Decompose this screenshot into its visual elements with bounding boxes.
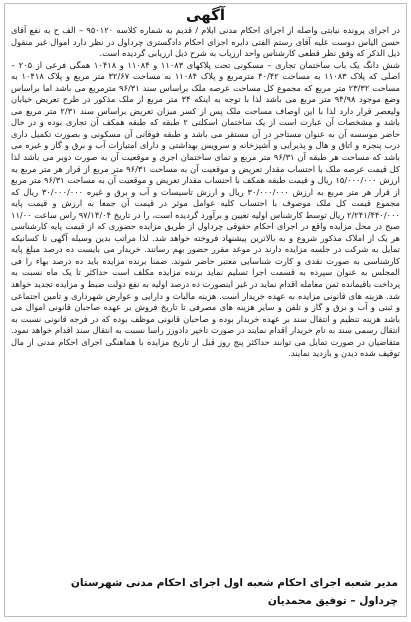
notice-paragraph-details: شش دانگ یک باب ساختمان تجاری – مسکونی تحت پلاکهای ۱۱۰۸۳ و ۱۱۰۸۴ و ۱۰۴۱۸ همگی فرعی از ۲۰۵ – اصلی که پلاک ۱۱۰۸۳ به مساحت ۴۰/۴۲ مترمربع و پلاک ۱۱۰۸۴ به مساحت ۳۲/۶۷ متر مربع و پلاک ۱۰۴۱۸ به مساحت ۲۳/۳۲ متر مربع که مجموع کل مساحت عرصه ملک براساس سند ۹۶/۳۱ مترمربع می باشد اما براساس وضع موجود ۹۴/۹۸ متر مربع می باشد لذا با توجه به اینکه ۳۴ متر مربع از ملک مذکور در طرح تعریض خیابان ولیعصر قرار دارد لذا با این اوصاف مساحت ملک پس از کسر میزان تعریض براساس سند ۲/۳۱ متر مربع می باشد و مشخصات آن عبارت است از یک ساختمان اسکلتی ۲ طبقه که طبقه همکف آن تجاری بوده و در حال حاضر موسسه آن به عنوان مستاجر در آن مستقر می باشد و طبقه فوقانی آن مسکونی و بصورت تکمیل داری درب پنجره و اتاق و هال و پذیرایی و آشپزخانه و سرویس بهداشتی و دارای امتیازات آب و برق و گاز و غیره می باشد که مساحت هر طبقه آن ۹۶/۳۱ متر مربع و تمای ساختمان اجری و موقعیت آن به صورت دوبر می باشد لذا کل قیمت عرصه ملک با احتساب مقدار تعریض و موقعیت آن به مساحت ۹۶/۳۱ متر مربع از قرار هر متر مربع به ارزش ۱۵/۰۰۰/۰۰۰ ریال و قیمت طبقه همکف با احتساب مقدار تعریض و موقعیت آن به مساحت ۹۶/۳۱ متر مربع از قرار هر متر مربع به ارزش ۳۰/۰۰۰/۰۰۰ ریال و ارزش تاسیسات و آب و برق و غیره ۳۰/۰۰۰/۰۰۰ ریال که مجموع قیمت کل ملک موصوف با احتساب کلیه عوامل موثر در قیمت آن جمعا به ارزش و قیمت پایه ۲/۲۴۱/۴۴۰/۰۰۰ ریال توسط کارشناس اولیه تعیین و برآورد گردیده است، را در تاریخ ۹۷/۱۴/۰۴ راس ساعت ۱۱/۰۰ صبح در محل مزایده واقع در اجرای احکام حقوقی چرداول از طریق مزایده حضوری که از قیمت پایه کارشناسی هر یک از املاک مذکور شروع و به بالاترین پیشنهاد فروخته خواهد شد. لذا مراتب بدین وسیله آگهی تا کسانیکه تمایل به شرکت در جلسه مزایده دارند در موعد مقرر حضور بهم رسانند. خریدار می بایست ده درصد مبلغ پایه کارشناسی به صورت نقدی و کارت شناسایی معتبر حاضر شوند. ضمنا برنده مزایده باید ده درصد بهاء را فی المجلس به عنوان سپرده به قسمت اجرا تسلیم نماید برنده مزایده مکلف است حداکثر تا یک ماه نسبت به پرداخت باقیمانده ثمن معامله اقدام نماید در غیر اینصورت ده درصد اولیه به نفع دولت ضبط و مزایده تجدید خواهد شد. هزینه های قانونی مزایده به عهده خریدار است. هزینه مالیات و دارایی و عوارض شهرداری و تامین اجتماعی و ثبتی و آب و برق و گاز و تلفن و سایر هزینه های مصرفی تا تاریخ فروش بر عهده صاحبان قانونی اموال می باشد هزینه تنظیم و انتقال سند بر عهده خریدار بوده و صاحبان قانونی موظف بوده که در فرجه قانونی نسبت به انتقال رسمی سند به نام خریدار اقدام نمایند در صورت تاخیر دادورز راسا نسبت به انتقال سند اقدام خواهد نمود. متقاضیان در صورت تمایل می توانند حداکثر پنج روز قبل از تاریخ مزایده با هماهنگی اجرای احکام مدنی از مال توقیف شده دیدن و بازدید نمایند. [11, 59, 400, 359]
signature-title: مدیر شعبه اجرای احکام شعبه اول اجرای احکام مدنی شهرستان [70, 577, 398, 589]
notice-title: آگهی [186, 6, 225, 24]
notice-paragraph-intro: در اجرای پرونده نیابتی واصله از اجرای احکام مدنی ایلام / قدیم به شماره کلاسه ۹۵۰۱۲۰ – الف ح به نفع آقای حسن الیاس دوست علیه آقای رستم الفتی دایره اجرای احکام دادگستری چرداول در نظر دارد اموال غیر منقول ذیل الذکر که وفق نظر قطعی کارشناس واحد ارزیاب به شرح ذیل ارزیابی گردیده است. [11, 25, 400, 59]
signature-name: چرداول – توفیق محمدیان [267, 595, 398, 607]
notice-body [11, 25, 400, 567]
notice-document [4, 3, 407, 617]
